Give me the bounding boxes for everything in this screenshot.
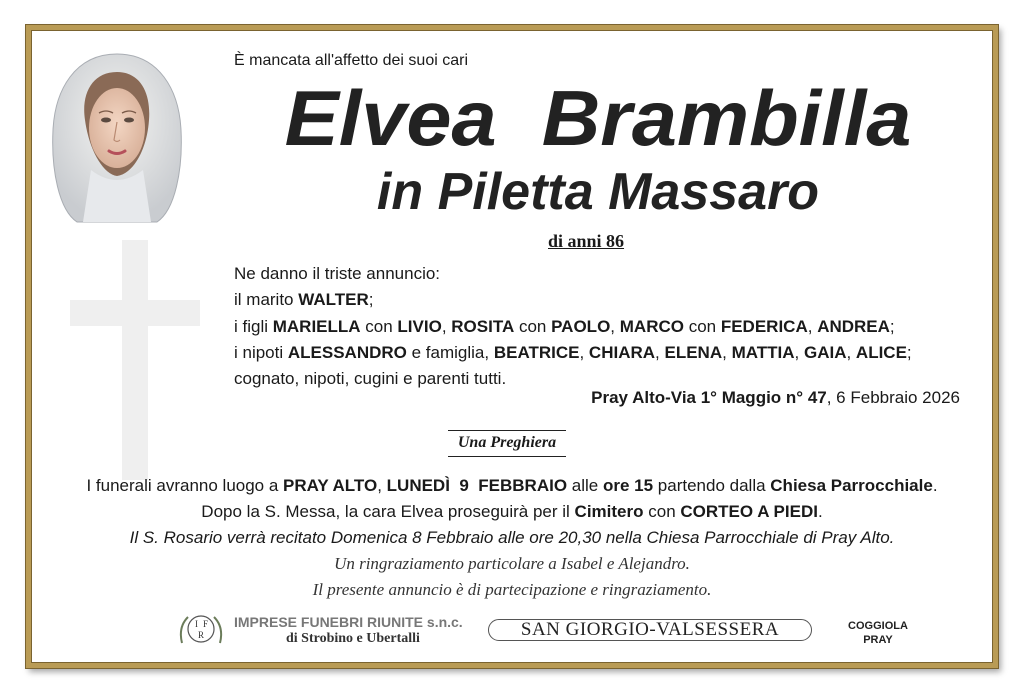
thanks-line: Un ringraziamento particolare a Isabel e Alejandro. — [334, 554, 690, 573]
logo-letter-f: F — [203, 619, 209, 629]
funeral-line-1: I funerali avranno luogo a PRAY ALTO, LUNEDÌ 9 FEBBRAIO alle ore 15 partendo dalla Chiesa Parrocchiale. — [86, 476, 938, 495]
grandchildren-line: i nipoti ALESSANDRO e famiglia, BEATRICE, CHIARA, ELENA, MATTIA, GAIA, ALICE; — [234, 342, 912, 362]
intro-text: È mancata all'affetto dei suoi cari — [234, 52, 468, 69]
prayer-label: Una Preghiera — [448, 430, 566, 457]
last-name: Brambilla — [541, 74, 912, 162]
deceased-name — [234, 74, 962, 162]
date: , 6 Febbraio 2026 — [826, 388, 960, 407]
husband-line: il marito WALTER; — [234, 290, 374, 310]
announcement-heading: Ne danno il triste annuncio: — [234, 264, 441, 283]
funeral-home-logo-icon — [176, 609, 226, 649]
funeral-home-owners: di Strobino e Ubertalli — [286, 631, 420, 646]
address: Pray Alto-Via 1° Maggio n° 47 — [591, 388, 827, 407]
married-name: in Piletta Massaro — [376, 163, 820, 221]
age-label: di anni 86 — [548, 231, 625, 251]
funeral-home-name: IMPRESE FUNEBRI RIUNITE s.n.c. — [234, 614, 463, 630]
family-announcement — [234, 261, 974, 392]
funeral-home-towns: COGGIOLA PRAY — [848, 620, 908, 646]
relatives-line: cognato, nipoti, cugini e parenti tutti. — [234, 369, 507, 389]
children-line: i figli MARIELLA con LIVIO, ROSITA con PAOLO, MARCO con FEDERICA, ANDREA; — [234, 316, 895, 336]
place-date — [591, 388, 960, 408]
rosary-line: Il S. Rosario verrà recitato Domenica 8 Febbraio alle ore 20,30 nella Chiesa Parrocchiale di Pray Alto. — [129, 528, 895, 547]
funeral-home-footer — [0, 605, 1024, 655]
logo-letter-r: R — [198, 630, 205, 640]
notice-line: Il presente annuncio è di partecipazione e ringraziamento. — [312, 580, 712, 599]
funeral-line-2: Dopo la S. Messa, la cara Elvea proseguirà per il Cimitero con CORTEO A PIEDI. — [201, 502, 823, 521]
husband-name: WALTER — [298, 290, 369, 310]
first-name: Elvea — [284, 74, 497, 162]
watermark-cross-icon — [60, 230, 210, 490]
funeral-details — [40, 473, 984, 603]
madonna-portrait-image — [47, 50, 187, 225]
logo-letter-i: I — [195, 619, 198, 629]
funeral-home-location: SAN GIORGIO-VALSESSERA — [488, 619, 812, 641]
